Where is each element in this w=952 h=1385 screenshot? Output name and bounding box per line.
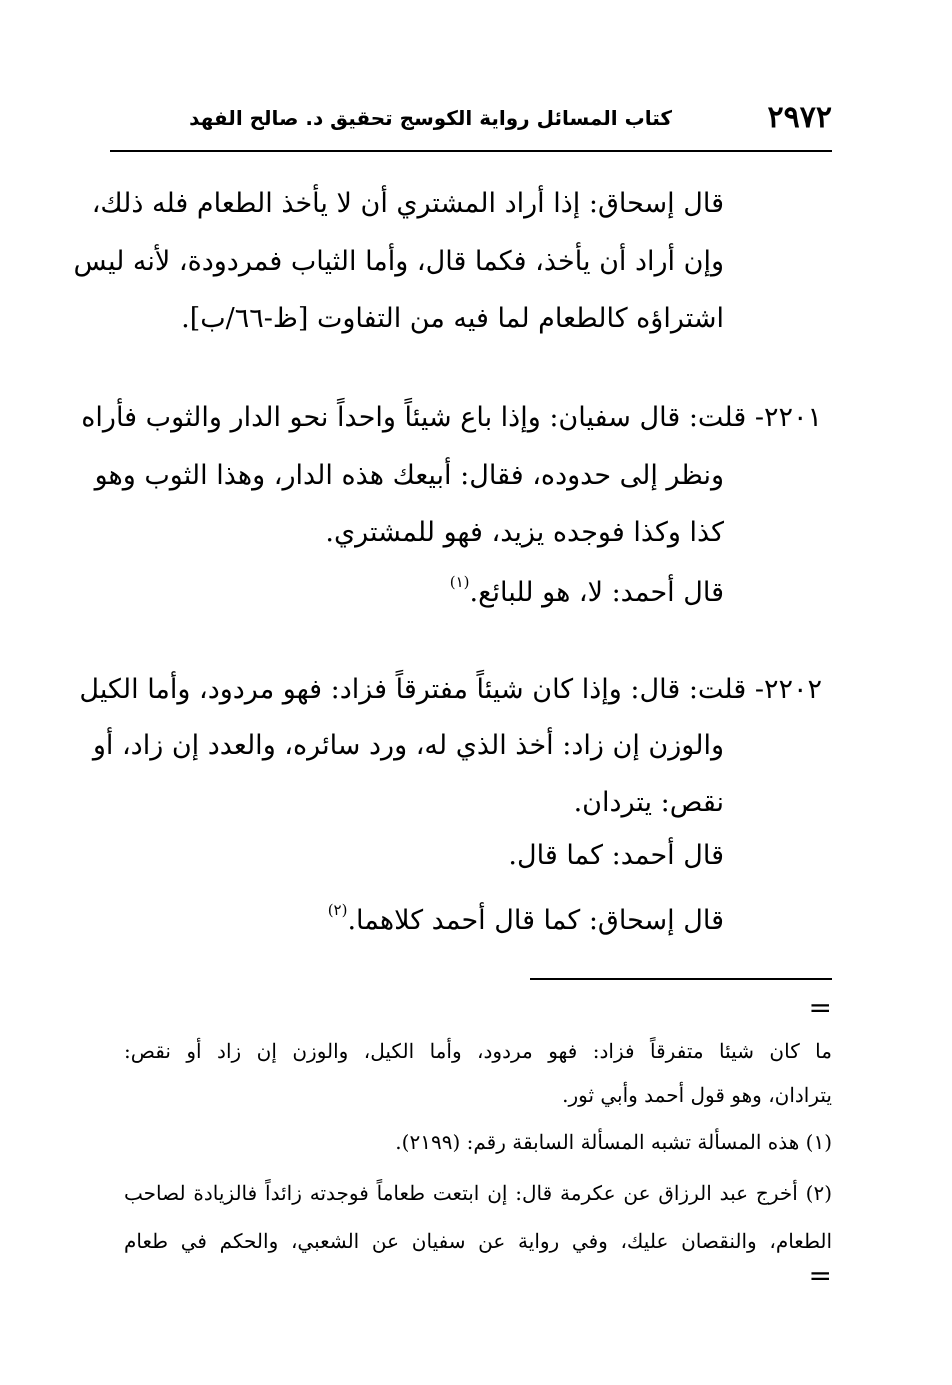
footnote-2-line: الطعام، والنقصان عليك، وفي رواية عن سفيان عن الشعبي، والحكم في طعام [124,1229,832,1253]
page-number: ٢٩٧٢ [767,100,832,135]
footnote-line: يترادان، وهو قول أحمد وأبي ثور. [562,1083,832,1107]
continuation-mark: = [808,991,832,1024]
question-2201-line: كذا وكذا فوجده يزيد، فهو للمشتري. [325,517,724,548]
answer-text: قال أحمد: لا، هو للبائع. [469,577,724,608]
footnote-separator [530,978,832,980]
footnote-line: ما كان شيئا متفرقاً فزاد: فهو مردود، وأما الكيل، والوزن إن زاد أو نقص: [124,1039,832,1063]
question-2202-line: نقص: يتردان. [573,787,724,818]
page-header [110,96,832,146]
running-title: كتاب المسائل رواية الكوسج تحقيق د. صالح الفهد [189,106,672,130]
footnote-ref-2: (٢) [327,901,348,919]
continuation-mark: = [808,1259,832,1292]
question-2201-line: ونظر إلى حدوده، فقال: أبيعك هذه الدار، وهذا الثوب وهو [94,460,724,491]
body-line: اشتراؤه كالطعام لما فيه من التفاوت [ظ-٦٦/ب]. [181,303,724,334]
question-2202-line: ٢٢٠٢- قلت: قال: وإذا كان شيئاً مفترقاً فزاد: فهو مردود، وأما الكيل [79,674,822,705]
question-2202-line [328,890,724,941]
footnote-2-line: (٢) أخرج عبد الرزاق عن عكرمة قال: إن ابتعت طعاماً فوجدته زائداً فالزيادة لصاحب [124,1181,832,1205]
question-2202-line: قال أحمد: كما قال. [508,840,724,871]
question-2201-line [450,562,724,613]
question-2202-line: والوزن إن زاد: أخذ الذي له، ورد سائره، والعدد إن زاد، أو [92,730,724,761]
answer-text: قال إسحاق: كما قال أحمد كلاهما. [347,905,724,936]
body-line: قال إسحاق: إذا أراد المشتري أن لا يأخذ الطعام فله ذلك، [91,188,724,219]
question-2201-line: ٢٢٠١- قلت: قال سفيان: وإذا باع شيئاً واحداً نحو الدار والثوب فأراه [81,402,822,433]
footnote-1: (١) هذه المسألة تشبه المسألة السابقة رقم: (٢١٩٩). [395,1130,832,1154]
body-line: وإن أراد أن يأخذ، فكما قال، وأما الثياب فمردودة، لأنه ليس [73,246,724,277]
header-rule [110,150,832,152]
footnote-ref-1: (١) [449,573,470,591]
